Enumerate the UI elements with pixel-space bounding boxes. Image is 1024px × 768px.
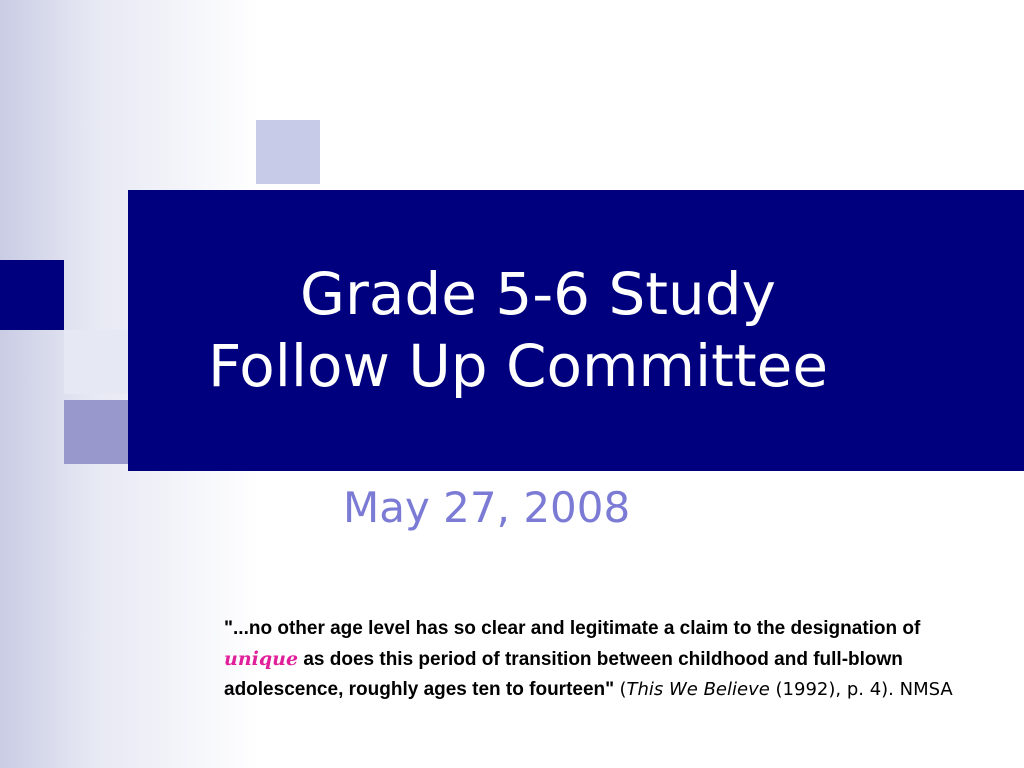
slide-title bbox=[128, 258, 1008, 402]
quote-part-2: as does this period of transition between childhood and full-blown adolescence, roughly ages ten to fourteen" bbox=[224, 649, 903, 700]
quote-highlight: unique bbox=[224, 648, 299, 670]
decor-left-block bbox=[0, 260, 64, 330]
quote-block bbox=[224, 614, 984, 705]
title-line-1: Grade 5-6 Study bbox=[300, 260, 776, 328]
source-rest: (1992), p. 4). NMSA bbox=[775, 679, 953, 700]
source-open: ( bbox=[619, 679, 627, 700]
quote-source bbox=[619, 679, 952, 700]
decor-square bbox=[64, 400, 128, 464]
source-title: This We Believe bbox=[626, 679, 770, 700]
slide-date: May 27, 2008 bbox=[343, 483, 631, 532]
decor-square bbox=[256, 120, 320, 184]
quote-part-1: "...no other age level has so clear and legitimate a claim to the designation of bbox=[224, 618, 921, 639]
title-line-2: Follow Up Committee bbox=[207, 332, 829, 400]
decor-square bbox=[64, 330, 128, 394]
